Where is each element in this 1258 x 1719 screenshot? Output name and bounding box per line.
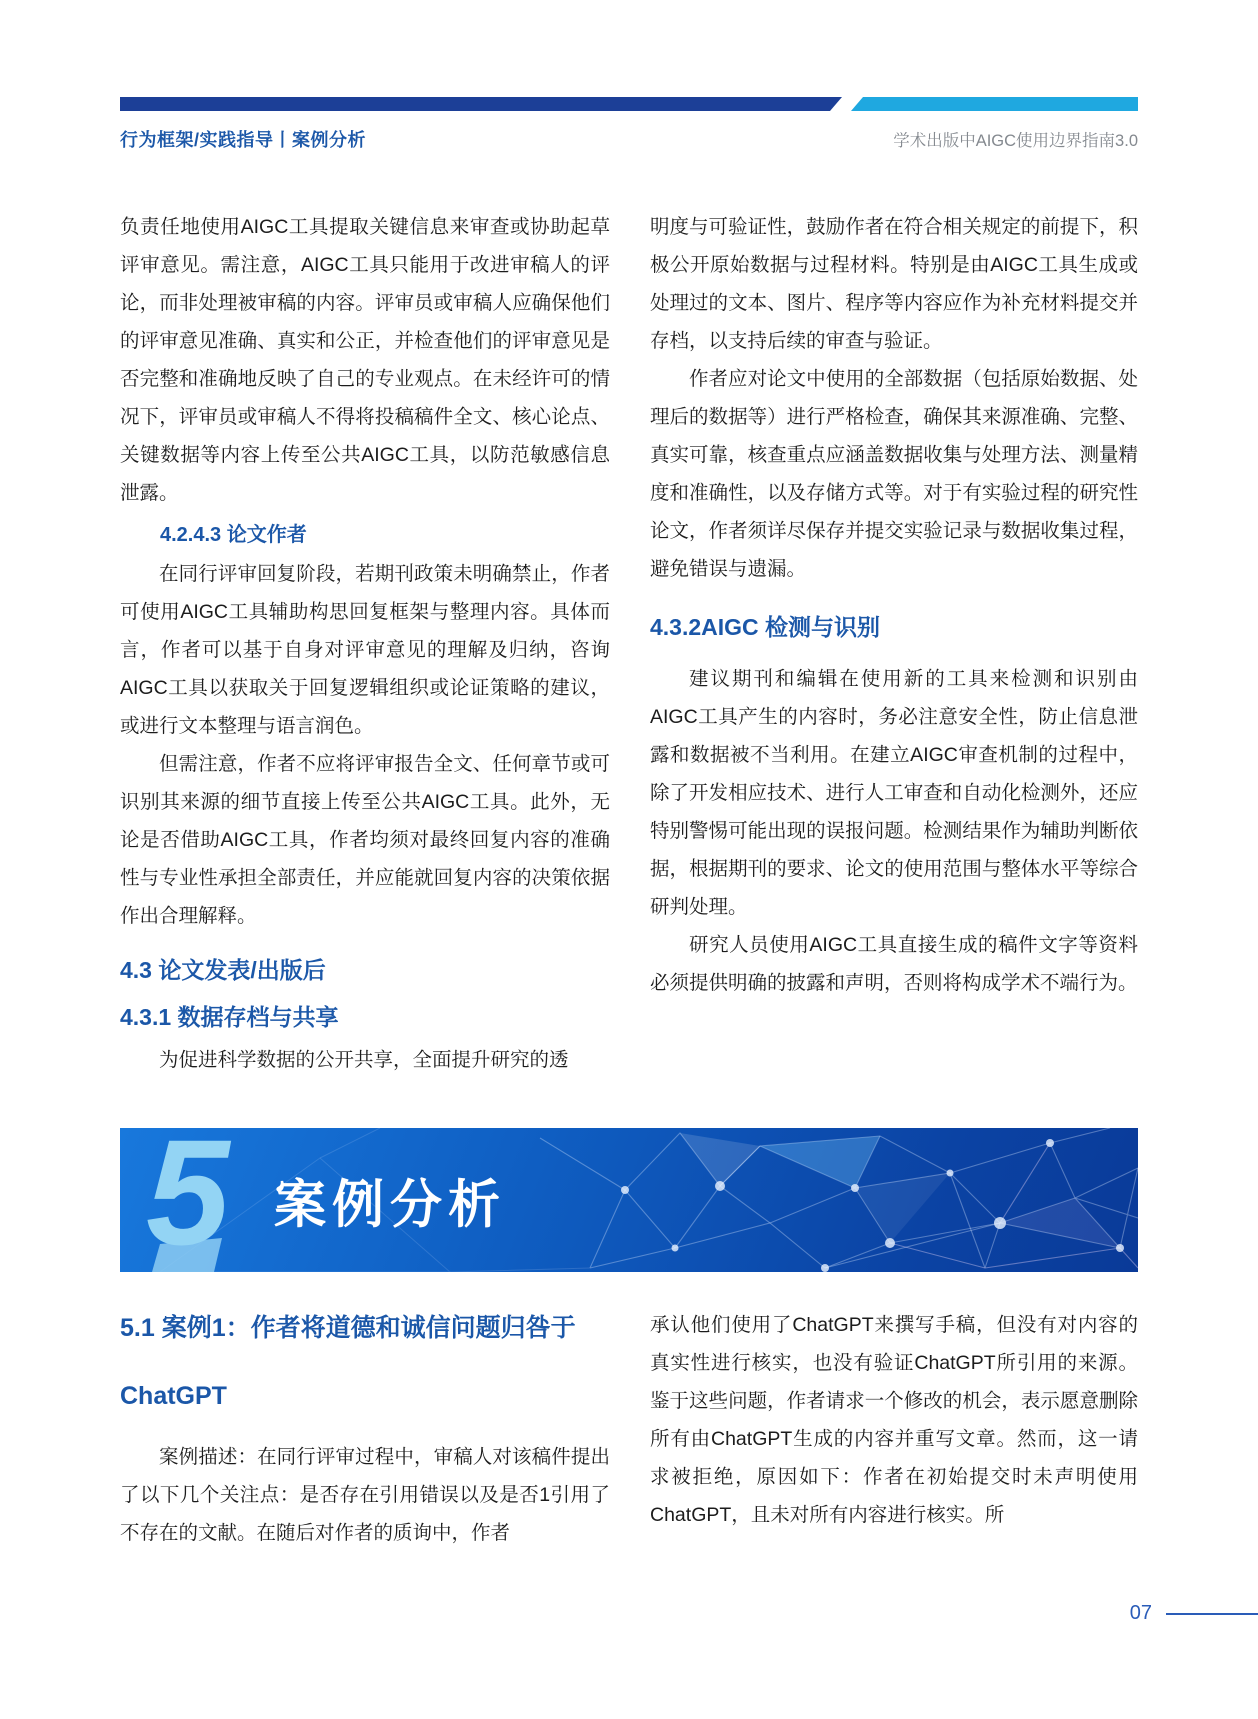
- chapter-banner: [120, 1128, 1138, 1272]
- running-header: [120, 126, 1138, 152]
- right-column: [650, 208, 1138, 1079]
- paragraph: 负责任地使用AIGC工具提取关键信息来审查或协助起草评审意见。需注意，AIGC工具只能用于改进审稿人的评论，而非处理被审稿的内容。评审员或审稿人应确保他们的评审意见准确、真实和公正，并检查他们的评审意见是否完整和准确地反映了自己的专业观点。在未经许可的情况下，评审员或审稿人不得将投稿稿件全文、核心论点、关键数据等内容上传至公共AIGC工具，以防范敏感信息泄露。: [120, 216, 610, 504]
- page-footer: [0, 1602, 1258, 1625]
- heading-4-3-2: 4.3.2AIGC 检测与识别: [650, 614, 881, 640]
- document-title: 学术出版中AIGC使用边界指南3.0: [893, 132, 1138, 150]
- case-section: [120, 1294, 1138, 1552]
- network-mesh-graphic: [120, 1128, 1138, 1272]
- header-rule: [120, 97, 1138, 111]
- paragraph: 建议期刊和编辑在使用新的工具来检测和识别由AIGC工具产生的内容时，务必注意安全性，防止信息泄露和数据被不当利用。在建立AIGC审查机制的过程中，除了开发相应技术、进行人工审查和自动化检测外，还应特别警惕可能出现的误报问题。检测结果作为辅助判断依据，根据期刊的要求、论文的使用范围与整体水平等综合研判处理。: [650, 668, 1138, 918]
- heading-4-3-1: 4.3.1 数据存档与共享: [120, 1004, 339, 1030]
- page-number: 07: [1129, 1602, 1152, 1624]
- case-right-column: [650, 1294, 1138, 1552]
- chapter-title: 案例分析: [274, 1176, 507, 1235]
- paragraph: 研究人员使用AIGC工具直接生成的稿件文字等资料必须提供明确的披露和声明，否则将构成学术不端行为。: [650, 934, 1138, 994]
- paragraph: 明度与可验证性，鼓励作者在符合相关规定的前提下，积极公开原始数据与过程材料。特别是由AIGC工具生成或处理过的文本、图片、程序等内容应作为补充材料提交并存档，以支持后续的审查与验证。: [650, 216, 1138, 352]
- header-rule-navy-segment: [120, 97, 842, 111]
- heading-5-1-line2: ChatGPT: [120, 1382, 227, 1410]
- chapter-number: 5: [146, 1128, 230, 1272]
- left-column: [120, 208, 610, 1079]
- header-rule-gap: [842, 97, 851, 111]
- body-text-section: [120, 208, 1138, 1079]
- heading-5-1-line1: 5.1 案例1：作者将道德和诚信问题归咎于: [120, 1314, 576, 1342]
- paragraph: 但需注意，作者不应将评审报告全文、任何章节或可识别其来源的细节直接上传至公共AIGC工具。此外，无论是否借助AIGC工具，作者均须对最终回复内容的准确性与专业性承担全部责任，并应能就回复内容的决策依据作出合理解释。: [120, 753, 610, 927]
- breadcrumb: 行为框架/实践指导丨案例分析: [120, 130, 366, 150]
- header-rule-cyan-segment: [851, 97, 1138, 111]
- paragraph: 在同行评审回复阶段，若期刊政策未明确禁止，作者可使用AIGC工具辅助构思回复框架与整理内容。具体而言，作者可以基于自身对评审意见的理解及归纳，咨询AIGC工具以获取关于回复逻辑组织或论证策略的建议，或进行文本整理与语言润色。: [120, 563, 610, 737]
- heading-4-3: 4.3 论文发表/出版后: [120, 957, 326, 983]
- paragraph: 案例描述：在同行评审过程中，审稿人对该稿件提出了以下几个关注点：是否存在引用错误以及是否1引用了不存在的文献。在随后对作者的质询中，作者: [120, 1446, 610, 1544]
- footer-rule: [1166, 1613, 1258, 1615]
- paragraph: 作者应对论文中使用的全部数据（包括原始数据、处理后的数据等）进行严格检查，确保其来源准确、完整、真实可靠，核查重点应涵盖数据收集与处理方法、测量精度和准确性，以及存储方式等。对于有实验过程的研究性论文，作者须详尽保存并提交实验记录与数据收集过程，避免错误与遗漏。: [650, 368, 1138, 580]
- heading-4-2-4-3: 4.2.4.3 论文作者: [160, 524, 307, 546]
- case-left-column: [120, 1294, 610, 1552]
- paragraph: 承认他们使用了ChatGPT来撰写手稿，但没有对内容的真实性进行核实，也没有验证ChatGPT所引用的来源。鉴于这些问题，作者请求一个修改的机会，表示愿意删除所有由ChatGPT生成的内容并重写文章。然而，这一请求被拒绝，原因如下：作者在初始提交时未声明使用ChatGPT，且未对所有内容进行核实。所: [650, 1314, 1138, 1526]
- paragraph: 为促进科学数据的公开共享，全面提升研究的透: [159, 1049, 569, 1071]
